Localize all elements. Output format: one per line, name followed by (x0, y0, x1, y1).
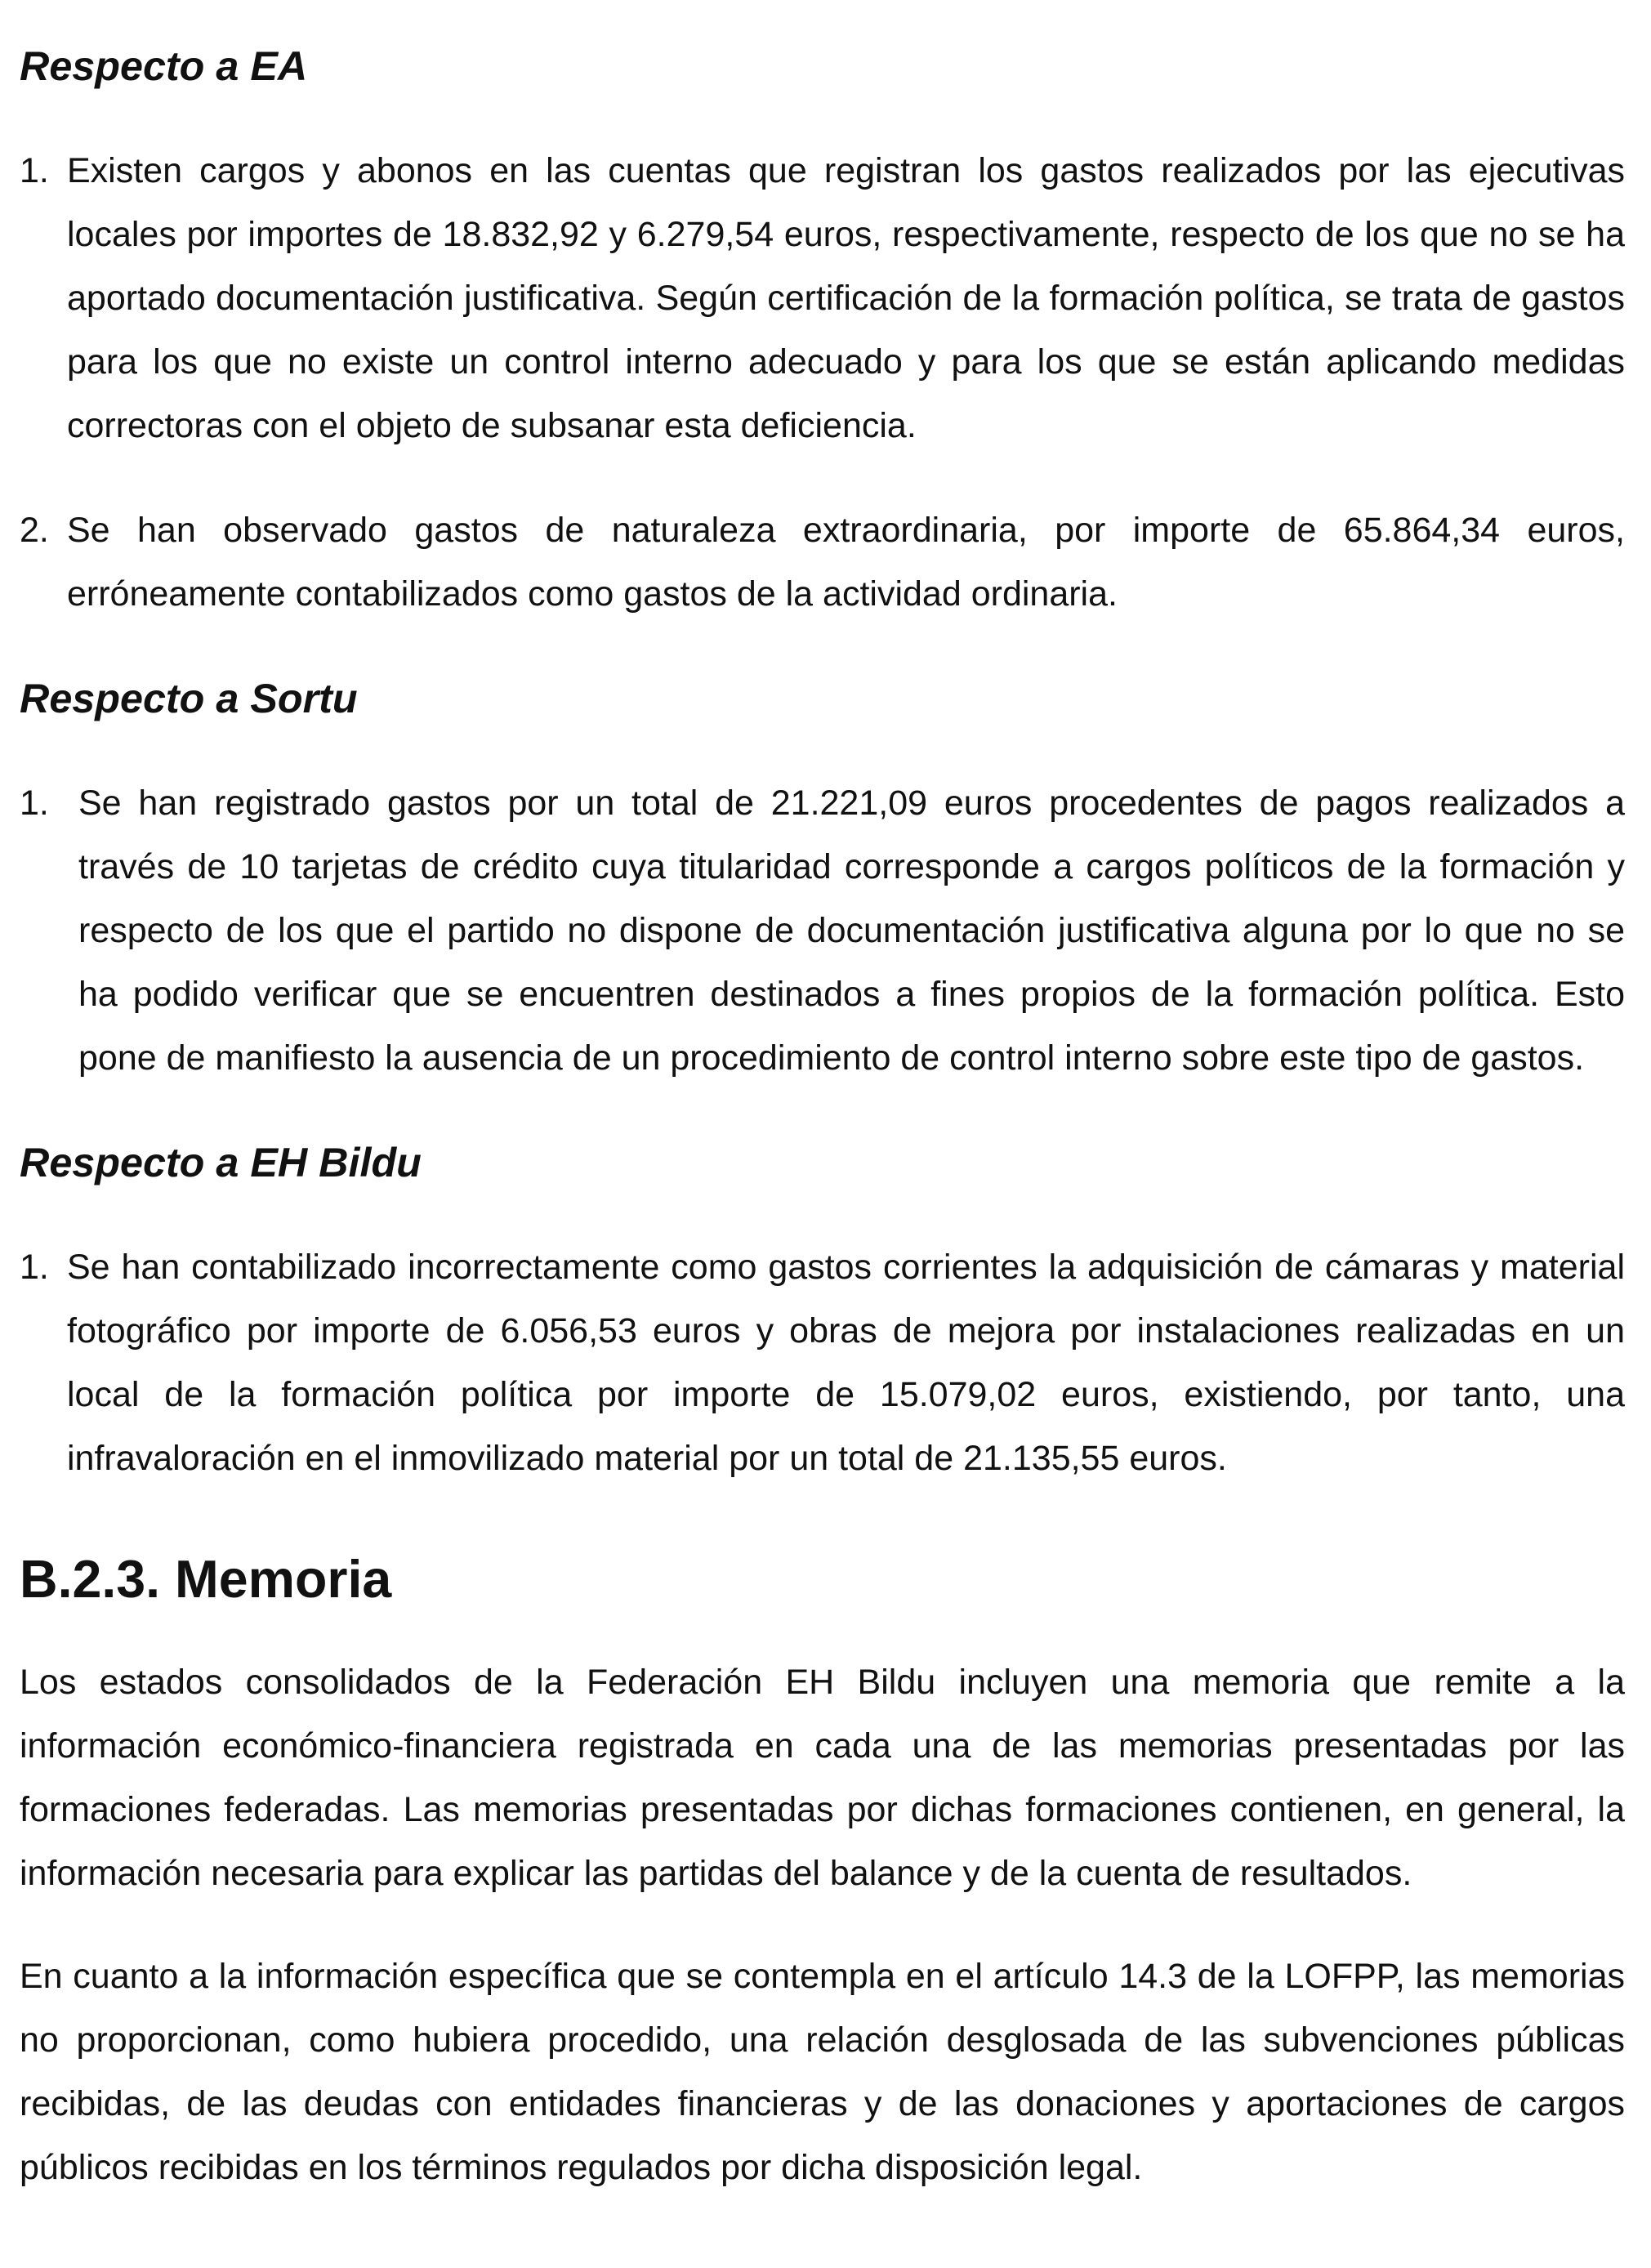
heading-sortu: Respecto a Sortu (20, 675, 358, 721)
list-item (20, 1235, 1625, 1490)
list-item (20, 139, 1625, 458)
heading-ea: Respecto a EA (20, 42, 308, 89)
list-item-text: Se han contabilizado incorrectamente como gastos corrientes la adquisición de cámaras y material fotográfico por importe de 6.056,53 euros y obras de mejora por instalaciones realizadas en un local de la formación política por importe de 15.079,02 euros, existiendo, por tanto, una infravaloración en el inmovilizado material por un total de 21.135,55 euros. (67, 1248, 1625, 1478)
list-item-number: 2. (20, 511, 49, 550)
list-item-number: 1. (20, 151, 49, 190)
list-item-text: Existen cargos y abonos en las cuentas que registran los gastos realizados por las ejecutivas locales por importes de 18.832,92 y 6.279,54 euros, respectivamente, respecto de los que no se ha aportado documentación justificativa. Según certificación de la formación política, se trata de gastos para los que no existe un control interno adecuado y para los que se están aplicando medidas correctoras con el objeto de subsanar esta deficiencia. (67, 151, 1625, 445)
memoria-paragraph: En cuanto a la información específica que se contempla en el artículo 14.3 de la LOFPP, las memorias no proporcionan, como hubiera procedido, una relación desglosada de las subvenciones públicas recibidas, de las deudas con entidades financieras y de las donaciones y aportaciones de cargos públicos recibidas en los términos regulados por dicha disposición legal. (20, 1957, 1625, 2187)
memoria-paragraph: Los estados consolidados de la Federación EH Bildu incluyen una memoria que remite a la información económico-financiera registrada en cada una de las memorias presentadas por las formaciones federadas. Las memorias presentadas por dichas formaciones contienen, en general, la información necesaria para explicar las partidas del balance y de la cuenta de resultados. (20, 1663, 1625, 1893)
list-item-number: 1. (20, 1248, 49, 1287)
list-ea (20, 139, 1625, 626)
list-ehbildu (20, 1235, 1625, 1490)
list-item (20, 498, 1625, 626)
section-heading-memoria: B.2.3. Memoria (20, 1550, 392, 1609)
list-item (20, 771, 1625, 1090)
list-item-number: 1. (20, 784, 49, 823)
document-page (20, 34, 1625, 2199)
list-item-text: Se han observado gastos de naturaleza extraordinaria, por importe de 65.864,34 euros, erróneamente contabilizados como gastos de la actividad ordinaria. (67, 511, 1625, 614)
list-sortu (20, 771, 1625, 1090)
heading-ehbildu: Respecto a EH Bildu (20, 1139, 422, 1185)
list-item-text: Se han registrado gastos por un total de 21.221,09 euros procedentes de pagos realizados a través de 10 tarjetas de crédito cuya titularidad corresponde a cargos políticos de la formación y respecto de los que el partido no dispone de documentación justificativa alguna por lo que no se ha podido verificar que se encuentren destinados a fines propios de la formación política. Esto pone de manifiesto la ausencia de un procedimiento de control interno sobre este tipo de gastos. (78, 784, 1625, 1078)
